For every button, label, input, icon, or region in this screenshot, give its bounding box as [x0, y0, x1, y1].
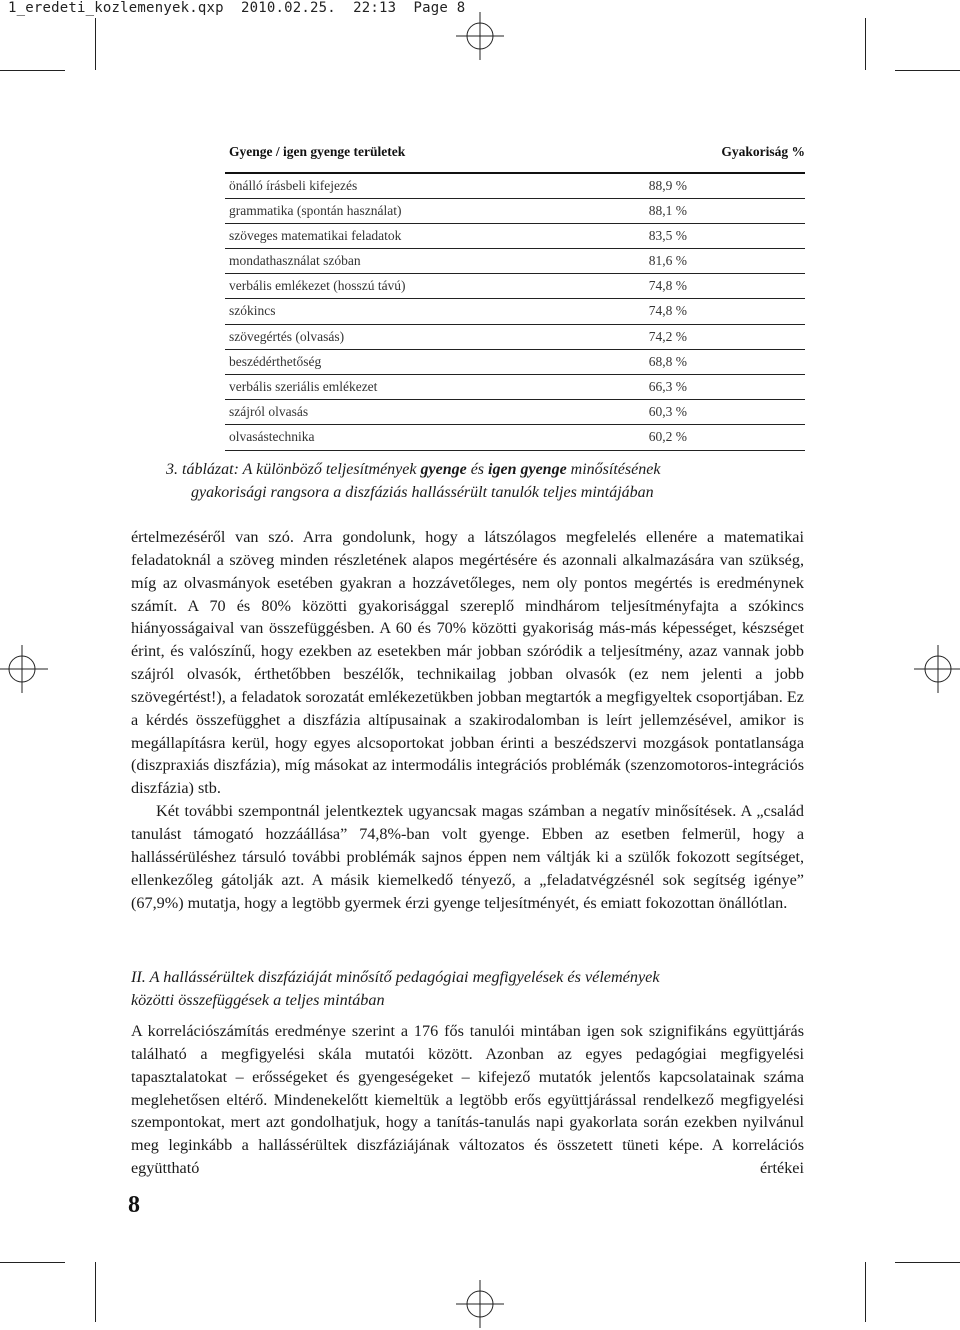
registration-mark-icon	[0, 645, 48, 693]
cell-frequency: 74,8 %	[648, 303, 687, 319]
caption-text: minősítésének	[566, 461, 661, 478]
cell-area: önálló írásbeli kifejezés	[229, 177, 358, 193]
cell-frequency: 88,1 %	[648, 202, 687, 218]
cell-frequency: 68,8 %	[648, 353, 687, 369]
cell-frequency: 60,3 %	[648, 404, 687, 420]
cell-frequency: 83,5 %	[648, 227, 687, 243]
crop-mark	[865, 18, 866, 70]
crop-mark	[95, 1262, 96, 1322]
caption-text: és	[466, 461, 489, 478]
registration-mark-icon	[456, 12, 504, 60]
registration-mark-icon	[914, 645, 960, 693]
column-header-area: Gyenge / igen gyenge területek	[229, 144, 406, 159]
table-row	[225, 199, 805, 224]
cell-area: mondathasználat szóban	[229, 253, 361, 269]
paragraph: Két további szempontnál jelentkeztek ugyancsak magas számban a negatív minősítések. A „család tanulást támogató hozzáállása” 74,8%-ban volt gyenge. Ebben az esetben felmerül, hogy a hallássérüléshez társuló további problémák sajnos éppen nem váltják ki a szülők fokozott segítséget, ellenkezőleg gátolják azt. A másik kiemelkedő tényező, a „feladatvégzésnél sok segítség igénye” (67,9%) mutatja, hogy a legtöbb gyermek érzi gyenge teljesítményét, és emiatt fokozottan önállótlan.	[131, 802, 804, 912]
table-row	[225, 425, 805, 450]
caption-line-2: gyakorisági rangsora a diszfáziás hallássérült tanulók teljes mintájában	[191, 484, 654, 501]
cell-frequency: 81,6 %	[648, 253, 687, 269]
registration-mark-icon	[456, 1280, 504, 1328]
table-row	[225, 400, 805, 425]
caption-emphasis: igen gyenge	[488, 461, 567, 478]
cell-area: szöveges matematikai feladatok	[229, 227, 402, 243]
cell-area: szövegértés (olvasás)	[229, 328, 345, 344]
table-row	[225, 375, 805, 400]
page-number: 8	[128, 1192, 140, 1218]
crop-mark	[865, 1262, 866, 1322]
cell-frequency: 88,9 %	[648, 177, 687, 193]
paragraph: A korrelációszámítás eredménye szerint a 176 fős tanulói mintában igen sok szignifikáns együttjárás található a megfigyelési skála mutatói között. Azonban az egyes pedagógiai megfigyelési tapasztalatokat – erősségeket és gyengeségeket – kifejező mutatók jelentős kapcsolatainak száma meglehetősen eltérő. Mindenekelőtt kiemeltük a legtöbb erős együttjárással rendelkező megfigyelési szempontokat, mert azt gondolhatjuk, hogy a tanítás-tanulás napi gyakorlata során ezekben nyilvánul meg leginkább a hallássérültek diszfáziájának változatos és összetett tüneti képe. A korrelációs együttható értékei	[131, 1022, 804, 1178]
cell-area: verbális emlékezet (hosszú távú)	[229, 278, 406, 294]
section-heading-line: közötti összefüggések a teljes mintában	[131, 990, 385, 1009]
table-caption	[166, 458, 806, 504]
body-text	[131, 1020, 804, 1180]
table-row	[225, 299, 805, 324]
caption-emphasis: gyenge	[420, 461, 467, 478]
table-row	[225, 249, 805, 274]
cell-area: olvasástechnika	[229, 429, 315, 445]
cell-frequency: 74,8 %	[648, 278, 687, 294]
cell-frequency: 66,3 %	[648, 379, 687, 394]
section-heading-line: II. A hallássérültek diszfáziáját minősítő pedagógiai megfigyelések és vélemények	[131, 968, 660, 986]
cell-frequency: 74,2 %	[648, 328, 687, 344]
caption-text: 3. táblázat: A különböző teljesítmények	[166, 461, 421, 478]
section-heading	[131, 966, 791, 1011]
cell-frequency: 60,2 %	[648, 429, 687, 445]
crop-mark	[895, 70, 960, 71]
crop-mark	[0, 70, 65, 71]
cell-area: grammatika (spontán használat)	[229, 202, 402, 218]
body-text	[131, 526, 804, 914]
table-row	[225, 274, 805, 299]
crop-mark	[895, 1262, 960, 1263]
table-row	[225, 350, 805, 375]
cell-area: szájról olvasás	[229, 404, 309, 420]
paragraph: értelmezéséről van szó. Arra gondolunk, hogy a látszólagos megfelelés ellenére a matematikai feladatoknál a szöveg minden részletének alapos megértésére és azonnali alkalmazására van szükség, míg az olvasmányok esetében gyakran a hozzávetőleges, nem oly pontos megértés is eredménynek számít. A 70 és 80% közötti gyakorisággal szereplő mindhárom teljesítményfajta a szókincs hiányosságaival van összefüggésben. A 60 és 70% közötti gyakoriság más-más képességet, készséget érint, és valószínű, hogy ezekben az esetekben már jobban szóródik a teljesítmény, azaz vannak jobb szájról olvasók, érthetőbben beszélők, technikailag jobban olvasók (ez nem jelenti a jobb szövegértést!), a feladatok sorozatát emlékezetükben jobban megtartók a megfigyeltek csoportjában. Ez a kérdés összefügghet a diszfázia altípusainak a szakirodalomban is leírt jellemzésével, amikor is megállapításra kerül, hogy egyes alcsoportokat jobban érinti a beszédszervi mozgások pontatlansága (diszpraxiás diszfázia), míg másokat az intermodális integrációs problémák (szenzomotoros-integrációs diszfázia) stb.	[131, 528, 804, 798]
crop-mark	[95, 18, 96, 70]
print-slug: 1_eredeti_kozlemenyek.qxp 2010.02.25. 22:13 Page 8	[8, 0, 466, 16]
table-row	[225, 325, 805, 350]
cell-area: beszédérthetőség	[229, 353, 322, 369]
table-row	[225, 224, 805, 249]
cell-area: verbális szeriális emlékezet	[229, 379, 378, 394]
table-row	[225, 174, 805, 199]
cell-area: szókincs	[229, 303, 276, 319]
column-header-frequency: Gyakoriság %	[721, 144, 805, 159]
crop-mark	[0, 1262, 65, 1263]
table-header	[225, 140, 805, 164]
frequency-table	[225, 140, 805, 451]
